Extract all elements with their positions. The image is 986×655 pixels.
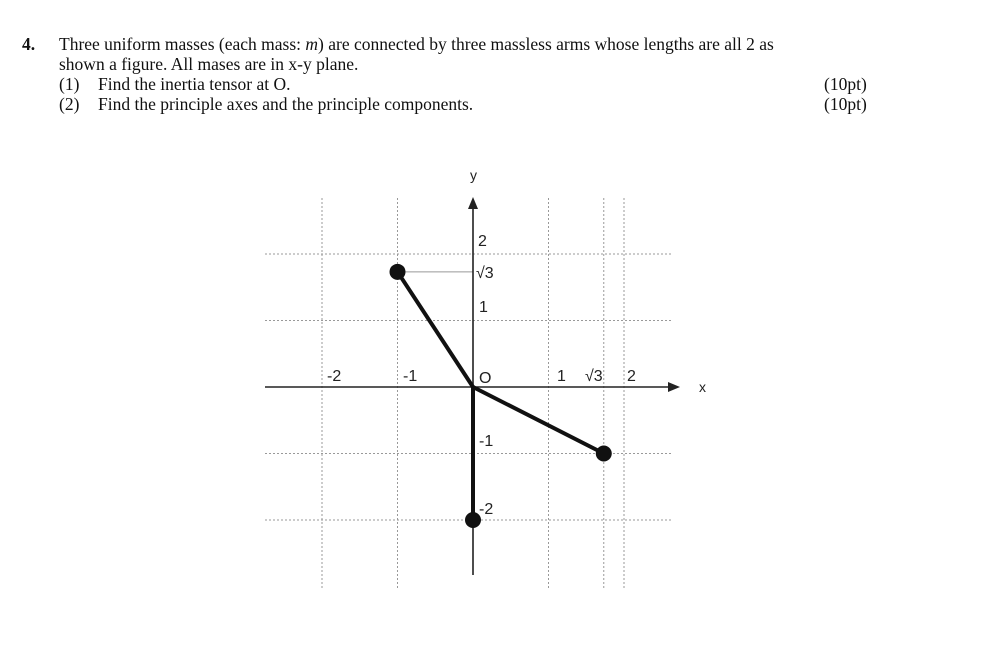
x-tick-label-2: 2	[627, 368, 636, 385]
point-masses	[390, 264, 612, 528]
part-1-number: (1)	[59, 74, 80, 94]
part-1-points: (10pt)	[824, 74, 867, 94]
stem-text-before: Three uniform masses (each mass:	[59, 34, 306, 54]
x-tick-label-1: 1	[557, 368, 566, 385]
part-1-text: Find the inertia tensor at O.	[98, 74, 291, 94]
y-tick-label-1: 1	[479, 299, 488, 316]
part-2-number: (2)	[59, 94, 80, 114]
x-axis-name: x	[699, 379, 706, 395]
x-axis-arrowhead	[668, 382, 680, 392]
part-2-text: Find the principle axes and the principle components.	[98, 94, 474, 114]
x-tick-label-sqrt3: √3	[585, 368, 603, 385]
origin-label: O	[479, 370, 492, 387]
part-2-points: (10pt)	[824, 94, 867, 114]
y-axis-name: y	[470, 167, 477, 183]
y-tick-label-neg1: -1	[479, 433, 494, 450]
x-tick-label-neg2: -2	[327, 368, 342, 385]
y-tick-label-neg2: -2	[479, 501, 494, 518]
problem-number: 4.	[22, 34, 36, 54]
y-axis-arrowhead	[468, 197, 478, 209]
grid-lines	[265, 198, 673, 588]
y-tick-label-2: 2	[478, 233, 487, 250]
axis-labels	[327, 167, 706, 518]
y-tick-label-sqrt3: √3	[476, 265, 494, 282]
stem-text-after: ) are connected by three massless arms whose lengths are all 2 as	[318, 34, 774, 54]
massless-arms	[398, 272, 604, 520]
mass-symbol: m	[305, 34, 319, 54]
mass-1	[390, 264, 406, 280]
problem-stem-text-2: shown a figure. All mases are in x-y plane.	[59, 54, 359, 74]
mass-2	[596, 446, 612, 462]
x-tick-label-neg1: -1	[403, 368, 418, 385]
